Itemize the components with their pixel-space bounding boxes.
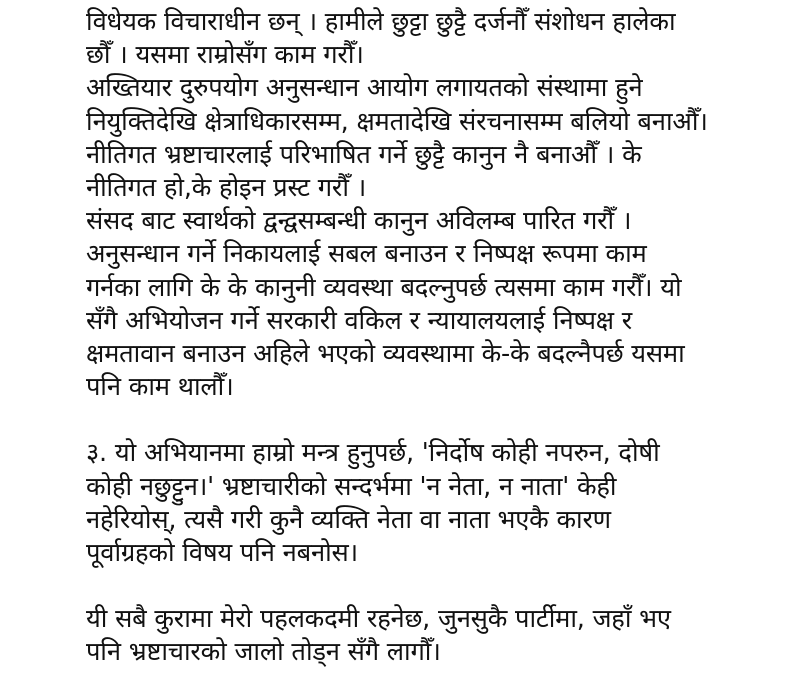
text-line: अख्तियार दुरुपयोग अनुसन्धान आयोग लगायतको संस्थामा हुने [86,73,643,104]
paragraph-spacer [86,570,796,603]
text-line: नीतिगत भ्रष्टाचारलाई परिभाषित गर्ने छुट्टै कानुन नै बनाऔँ । के [86,139,642,170]
document-body [86,6,796,670]
text-line: नीतिगत हो,के होइन प्रस्ट गरौँ । [86,173,367,204]
text-line: विधेयक विचाराधीन छन् । हामीले छुट्टा छुट्टै दर्जनौँ संशोधन हालेका [86,7,676,37]
paragraph-block-3 [86,603,796,669]
paragraph-block-1 [86,6,796,404]
text-line: संसद बाट स्वार्थको द्वन्द्वसम्बन्धी कानुन अविलम्ब पारित गरौँ । [86,206,632,237]
text-line: ३. यो अभियानमा हाम्रो मन्त्र हुनुपर्छ, 'निर्दोष कोही नपरुन, दोषी [86,438,660,469]
text-line: नहेरियोस्, त्यसै गरी कुनै व्यक्ति नेता वा नाता भएकै कारण [86,504,611,535]
text-line: अनुसन्धान गर्ने निकायलाई सबल बनाउन र निष्पक्ष रूपमा काम [86,239,647,270]
text-line: कोही नछुट्टुन।' भ्रष्टाचारीको सन्दर्भमा 'न नेता, न नाता' केही [86,471,617,502]
text-line: पनि भ्रष्टाचारको जालो तोड्न सँगै लागौँ। [86,637,441,668]
paragraph-spacer [86,404,796,437]
text-line: यी सबै कुरामा मेरो पहलकदमी रहनेछ, जुनसुकै पार्टीमा, जहाँ भए [86,604,671,635]
text-line: क्षमतावान बनाउन अहिले भएको व्यवस्थामा के-के बदल्नैपर्छ यसमा [86,339,685,370]
text-line: सँगै अभियोजन गर्ने सरकारी वकिल र न्यायालयलाई निष्पक्ष र [86,305,632,336]
paragraph-block-2 [86,437,796,570]
text-line: नियुक्तिदेखि क्षेत्राधिकारसम्म, क्षमतादेखि संरचनासम्म बलियो बनाऔँ। [86,106,708,137]
text-line: पनि काम थालौँ। [86,372,234,403]
text-line: गर्नका लागि के के कानुनी व्यवस्था बदल्नुपर्छ त्यसमा काम गरौँ। यो [86,272,682,303]
text-line: पूर्वाग्रहको विषय पनि नबनोस। [86,538,359,569]
text-line: छौँ । यसमा राम्रोसँग काम गरौँ। [86,40,364,71]
